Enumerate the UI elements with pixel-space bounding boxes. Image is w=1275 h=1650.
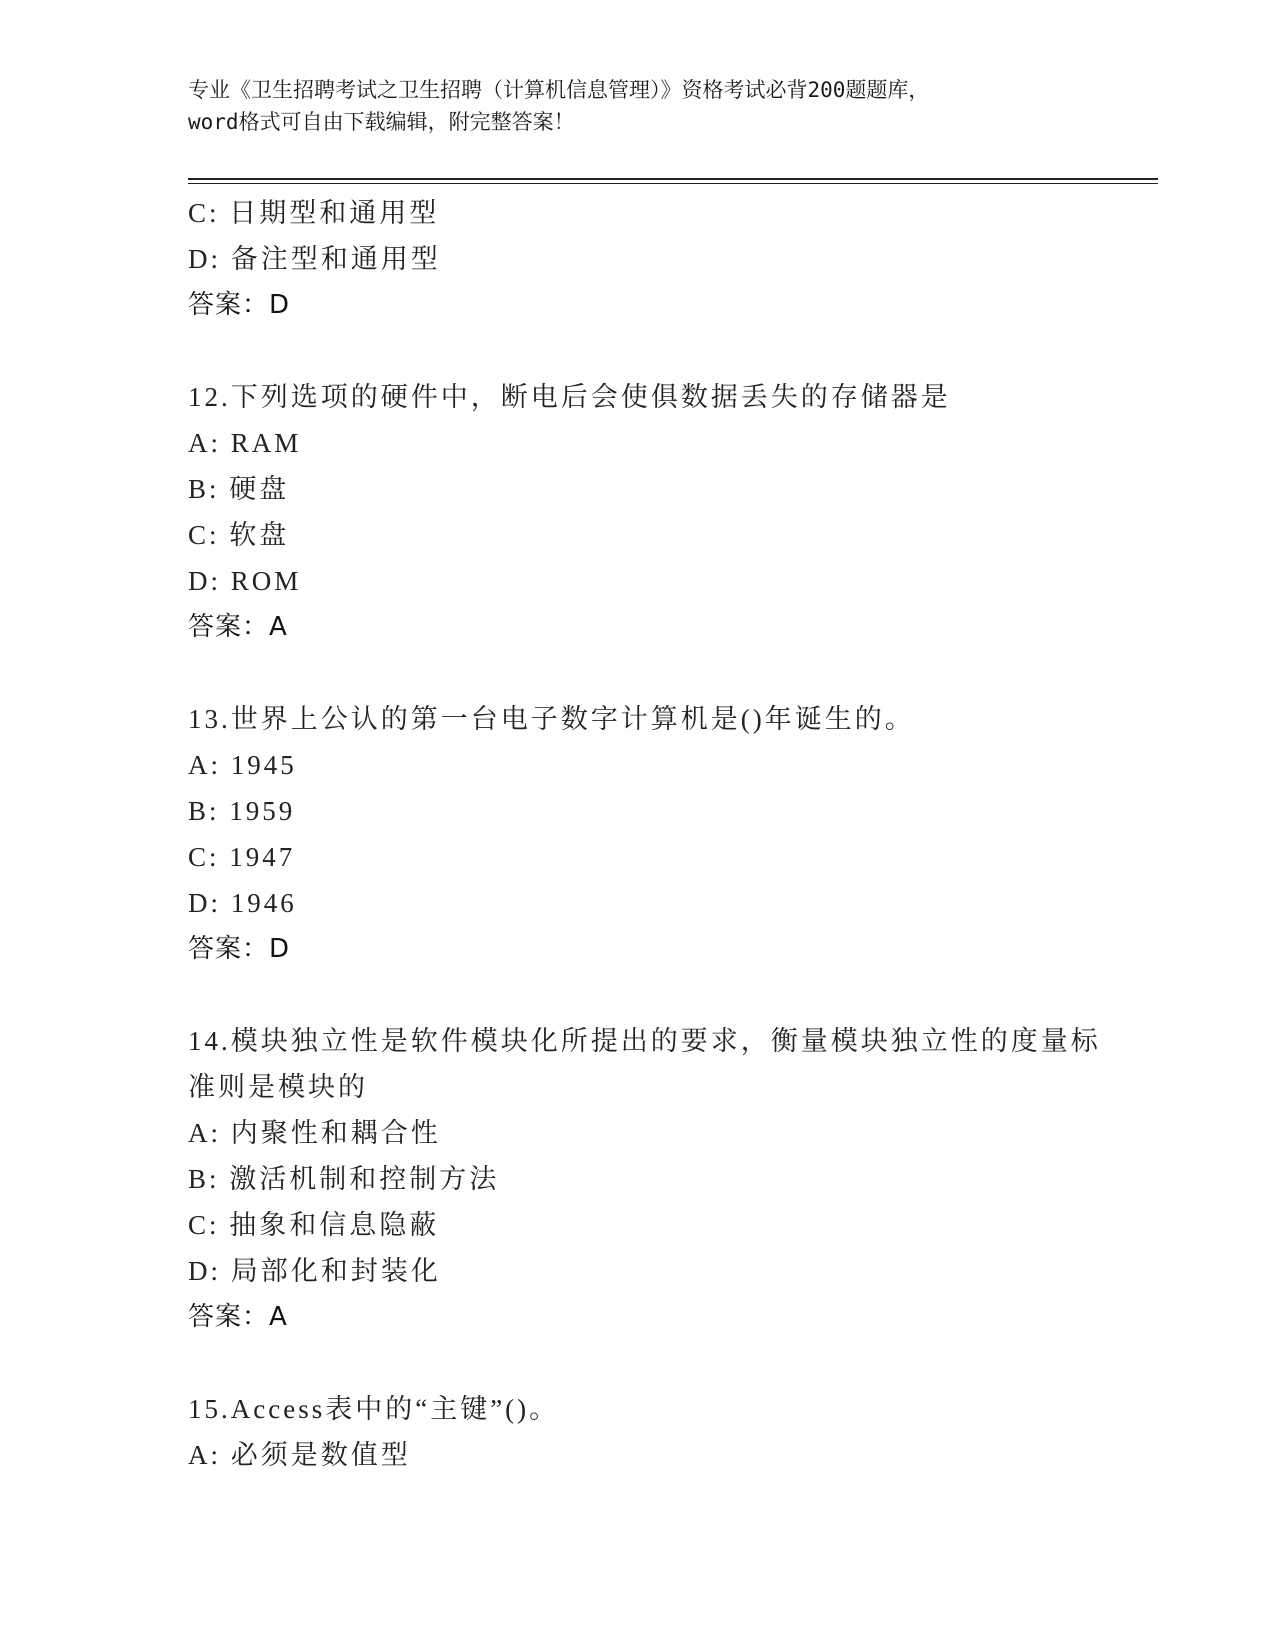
answer-line: 答案：A [188, 612, 288, 642]
answer-line: 答案：D [188, 934, 291, 964]
question-11-tail [188, 190, 1088, 328]
question-13 [188, 696, 1088, 972]
header-divider-top [188, 178, 1158, 180]
option-a: A: 内聚性和耦合性 [188, 1118, 441, 1148]
answer-line: 答案：A [188, 1302, 288, 1332]
header-title-line-2: word格式可自由下载编辑，附完整答案！ [188, 110, 575, 134]
spacer [188, 1340, 1088, 1386]
option-b: B: 硬盘 [188, 474, 290, 504]
option-c: C: 软盘 [188, 520, 290, 550]
header-divider-bottom [188, 183, 1158, 184]
question-12 [188, 374, 1088, 650]
option-a: A: RAM [188, 428, 302, 458]
option-d: D: 备注型和通用型 [188, 244, 441, 274]
question-list [188, 190, 1101, 1478]
spacer [188, 650, 1088, 696]
question-text-line-1: 14.模块独立性是软件模块化所提出的要求，衡量模块独立性的度量标 [188, 1026, 1101, 1056]
question-text-line-2: 准则是模块的 [188, 1072, 368, 1102]
option-b: B: 激活机制和控制方法 [188, 1164, 500, 1194]
option-b: B: 1959 [188, 796, 296, 826]
header-title-line-1: 专业《卫生招聘考试之卫生招聘（计算机信息管理）》资格考试必背200题题库， [188, 78, 930, 102]
option-c: C: 1947 [188, 842, 296, 872]
spacer [188, 328, 1088, 374]
spacer [188, 972, 1088, 1018]
option-d: D: 1946 [188, 888, 297, 918]
option-d: D: ROM [188, 566, 302, 596]
question-text: 13.世界上公认的第一台电子数字计算机是()年诞生的。 [188, 704, 915, 734]
option-c: C: 抽象和信息隐蔽 [188, 1210, 440, 1240]
document-header [188, 74, 1088, 138]
option-d: D: 局部化和封装化 [188, 1256, 441, 1286]
option-a: A: 必须是数值型 [188, 1440, 411, 1470]
answer-line: 答案：D [188, 290, 291, 320]
option-a: A: 1945 [188, 750, 297, 780]
option-c: C: 日期型和通用型 [188, 198, 440, 228]
question-15 [188, 1386, 1088, 1478]
question-text: 12.下列选项的硬件中，断电后会使俱数据丢失的存储器是 [188, 382, 951, 412]
question-14 [188, 1018, 1101, 1340]
question-text: 15.Access表中的“主键”()。 [188, 1394, 560, 1424]
